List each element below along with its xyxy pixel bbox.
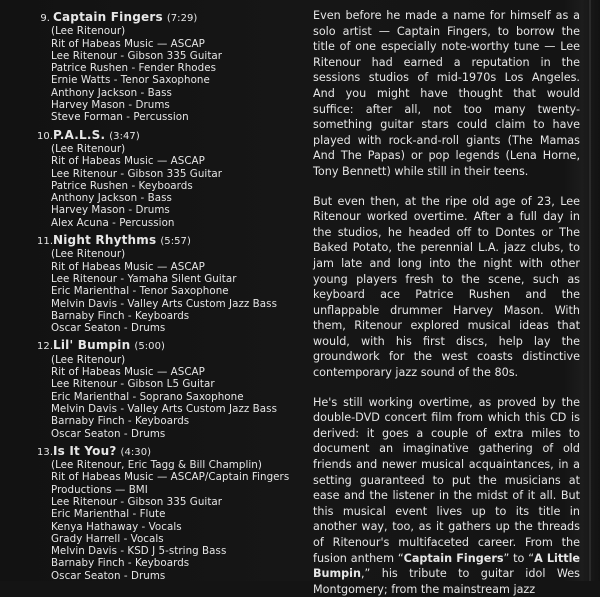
credit-line: Eric Marienthal - Flute	[51, 508, 166, 521]
credit-line: (Lee Ritenour)	[51, 142, 126, 155]
credit-line: Anthony Jackson - Bass	[51, 192, 172, 205]
track-header	[38, 445, 300, 459]
essay-paragraph-1: Even before he made a name for himself as a solo artist — Captain Fingers, to borrow the title of one especially note-worthy tune — Lee Ritenour had earned a reputation in the sessions studios of mid-1970s Los Angeles. And you might have thought that would suffice: after all, not too many twenty-something guitar stars could claim to have played with rock-and-roll giants (The Mamas And The Papas) or pop legends (Lena Horne, Tony Bennett) while still in their teens.	[313, 9, 580, 178]
credit-line: Rit of Habeas Music — ASCAP	[51, 260, 205, 273]
track-entry	[38, 339, 300, 439]
track-credits	[38, 248, 300, 334]
credit-line: (Lee Ritenour)	[51, 25, 126, 38]
credit-line: Productions — BMI	[51, 483, 148, 496]
track-header	[38, 339, 300, 353]
essay-text: ,” his tribute to guitar idol Wes Montgomery; from the mainstream jazz	[313, 567, 580, 596]
credit-line: Rit of Habeas Music — ASCAP	[51, 366, 205, 379]
track-entry	[38, 445, 300, 582]
track-credits	[38, 25, 300, 123]
credit-line: Lee Ritenour - Gibson L5 Guitar	[51, 378, 215, 391]
track-duration: (4:30)	[120, 446, 152, 458]
track-duration: (5:00)	[134, 341, 165, 353]
track-header	[38, 11, 300, 25]
credit-line: Barnaby Finch - Keyboards	[51, 557, 190, 570]
credit-line: Melvin Davis - Valley Arts Custom Jazz Bass	[51, 297, 277, 310]
credit-line: Barnaby Finch - Keyboards	[51, 309, 190, 322]
credit-line: Lee Ritenour - Yamaha Silent Guitar	[51, 272, 237, 285]
credit-line: Harvey Mason - Drums	[51, 204, 170, 217]
credit-line: Melvin Davis - Valley Arts Custom Jazz Bass	[51, 402, 277, 415]
credit-line: Grady Harrell - Vocals	[51, 532, 164, 545]
track-number: 13.	[37, 446, 54, 458]
page-seam	[589, 0, 591, 581]
track-credits-column	[38, 11, 300, 587]
credit-line: Melvin Davis - KSD J 5-string Bass	[51, 545, 227, 558]
essay-paragraph-3	[313, 395, 580, 597]
track-credits	[38, 354, 300, 440]
credit-line: Oscar Seaton - Drums	[51, 427, 166, 440]
track-entry	[38, 11, 300, 124]
credit-line: Alex Acuna - Percussion	[51, 216, 175, 229]
credit-line: Kenya Hathaway - Vocals	[51, 520, 182, 533]
credit-line: Rit of Habeas Music — ASCAP	[51, 37, 205, 50]
credit-line: (Lee Ritenour)	[51, 248, 126, 261]
credit-line: Ernie Watts - Tenor Saxophone	[51, 74, 210, 87]
credit-line: Lee Ritenour - Gibson 335 Guitar	[51, 49, 223, 62]
track-title: Captain Fingers	[53, 10, 163, 24]
credit-line: Lee Ritenour - Gibson 335 Guitar	[51, 495, 223, 508]
credit-line: Lee Ritenour - Gibson 335 Guitar	[51, 167, 223, 180]
credit-line: (Lee Ritenour, Eric Tagg & Bill Champlin)	[51, 459, 262, 472]
credit-line: Oscar Seaton - Drums	[51, 569, 166, 582]
credit-line: (Lee Ritenour)	[51, 353, 126, 366]
essay-text: He's still working overtime, as proved by the double-DVD concert film from which this CD is derived: it goes a couple of extra miles to document an imaginative gathering of old friends and newer musical acquaintances, in a setting guaranteed to put the musicians at ease and the listener in the midst of it all. But this musical event lives up to its title in another way, too, as it gathers up the threads of Ritenour's multifaceted career. From the fusion anthem “	[313, 395, 580, 565]
credit-line: Eric Marienthal - Soprano Saxophone	[51, 390, 244, 403]
track-header	[38, 129, 300, 143]
track-number: 10.	[37, 130, 54, 142]
credit-line: Steve Forman - Percussion	[51, 111, 189, 124]
credit-line: Harvey Mason - Drums	[51, 99, 170, 112]
track-duration: (3:47)	[109, 130, 140, 142]
track-title: P.A.L.S.	[53, 127, 106, 142]
track-credits	[38, 459, 300, 582]
track-number: 12.	[37, 341, 54, 353]
credit-line: Rit of Habeas Music — ASCAP	[51, 155, 205, 168]
track-number: 11.	[37, 236, 54, 248]
essay-paragraph-2: But even then, at the ripe old age of 23, Lee Ritenour worked overtime. After a full day in the studios, he headed off to Dontes or The Baked Potato, the perennial L.A. jazz clubs, to jam late and long into the night with other young players fresh to the scene, such as keyboard ace Patrice Rushen and the unflappable drummer Harvey Mason. With them, Ritenour explored musical ideas that would, with his first discs, help lay the groundwork for the west coasts distinctive contemporary jazz sound of the 80s.	[313, 194, 580, 380]
credit-line: Barnaby Finch - Keyboards	[51, 415, 190, 428]
track-duration: (7:29)	[166, 13, 198, 24]
track-title: Lil' Bumpin	[53, 338, 131, 353]
credit-line: Eric Marienthal - Tenor Saxophone	[51, 285, 229, 298]
credit-line: Patrice Rushen - Fender Rhodes	[51, 62, 217, 75]
track-header	[38, 234, 300, 248]
track-title: Is It You?	[53, 443, 117, 458]
credit-line: Patrice Rushen - Keyboards	[51, 179, 193, 192]
credit-line: Anthony Jackson - Bass	[51, 86, 172, 99]
song-title-a-little-bumpin: A Little Bumpin	[313, 551, 581, 581]
credit-line: Oscar Seaton - Drums	[51, 322, 166, 335]
track-credits	[38, 143, 300, 229]
credit-line: Rit of Habeas Music — ASCAP/Captain Fingers	[51, 471, 290, 484]
track-title: Night Rhythms	[53, 233, 157, 248]
track-duration: (5:57)	[160, 236, 191, 248]
track-entry	[38, 129, 300, 229]
essay-column	[313, 8, 580, 597]
song-title-captain-fingers: Captain Fingers	[403, 551, 504, 565]
essay-text: ” to “	[503, 551, 535, 565]
track-number: 9.	[40, 13, 50, 24]
track-entry	[38, 234, 300, 334]
